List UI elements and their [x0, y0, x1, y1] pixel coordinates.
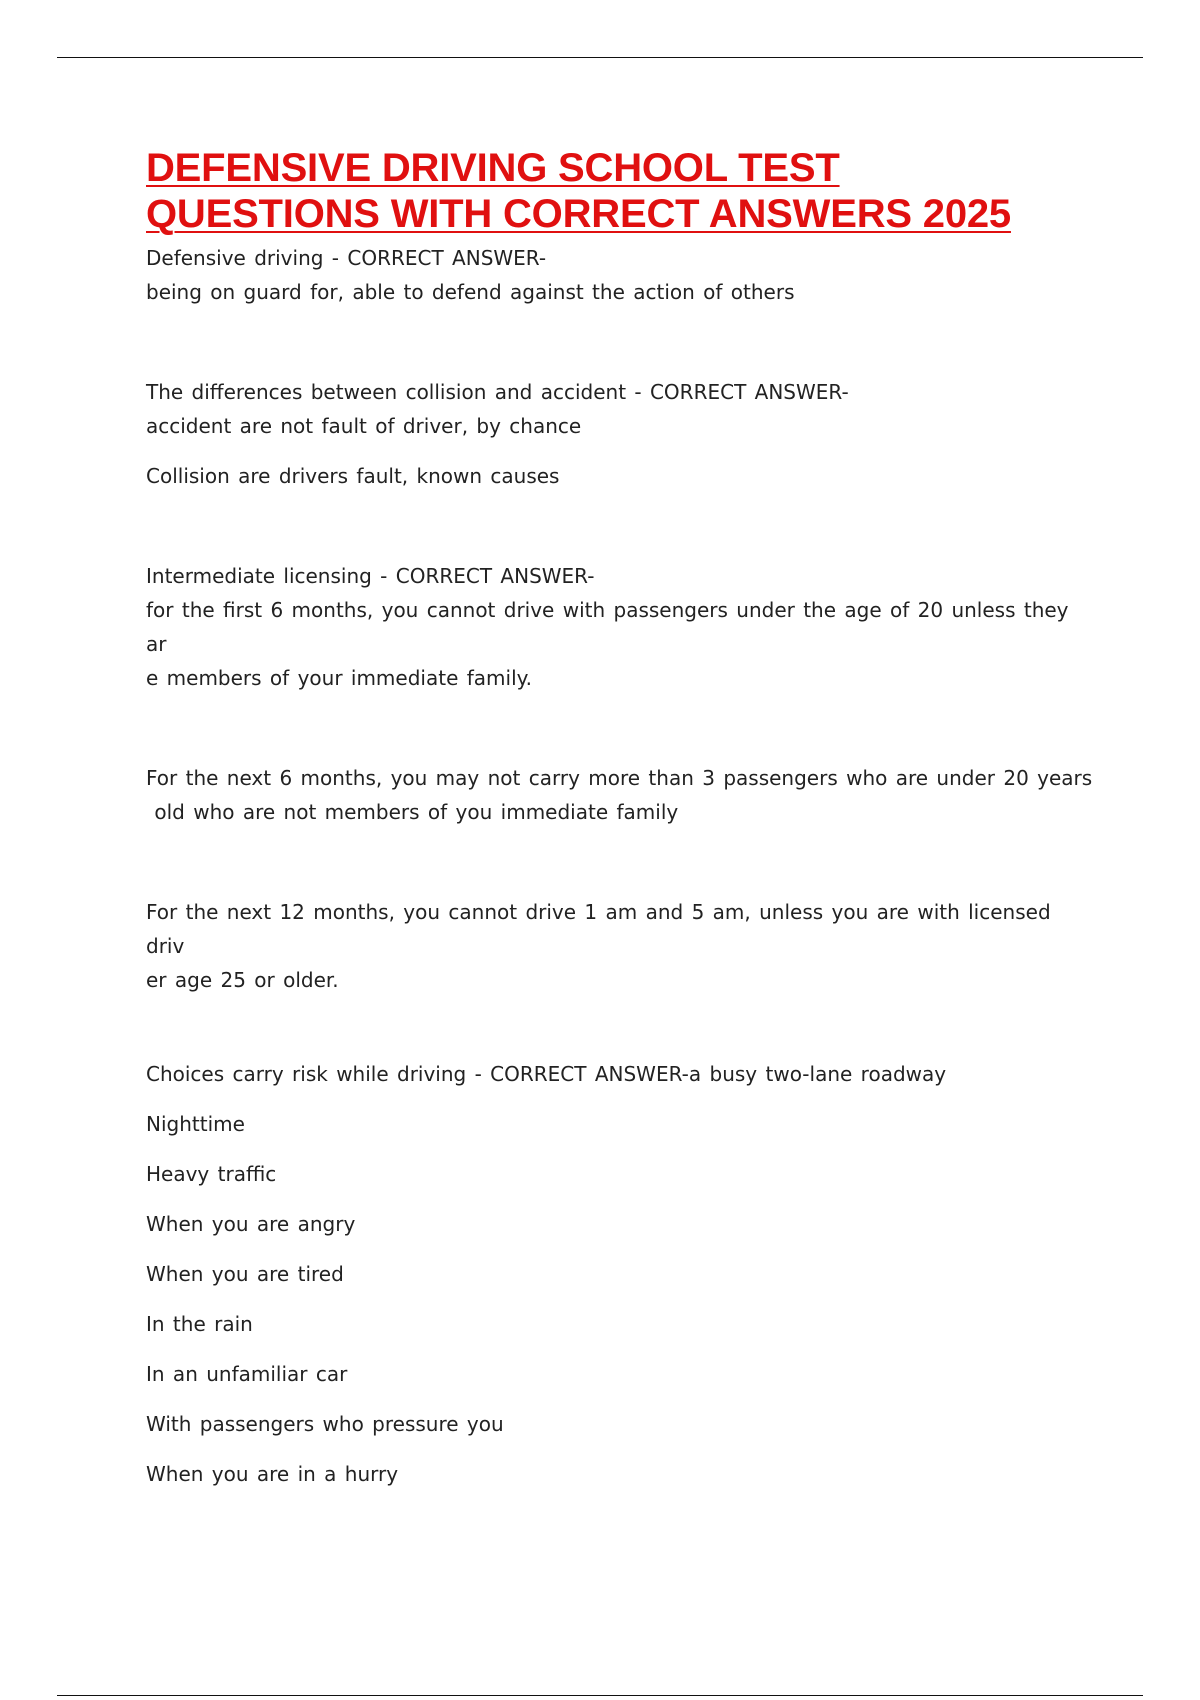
- answer-text: For the next 6 months, you may not carry more than 3 passengers who are under 20 years: [146, 766, 1093, 790]
- question-text: Defensive driving - CORRECT ANSWER-: [146, 246, 547, 270]
- answer-text: for the first 6 months, you cannot drive with passengers under the age of 20 unless they ar: [146, 598, 1077, 656]
- list-item: With passengers who pressure you: [146, 1412, 504, 1436]
- question-text: Choices carry risk while driving - CORRECT ANSWER-a busy two-lane roadway: [146, 1062, 947, 1086]
- document-title: [146, 145, 1096, 237]
- top-rule: [57, 57, 1143, 58]
- answer-text: old who are not members of you immediate family: [146, 800, 679, 824]
- qa-block-3: [146, 559, 1096, 997]
- list-item: Nighttime: [146, 1112, 245, 1136]
- title-line-2: QUESTIONS WITH CORRECT ANSWERS 2025: [146, 192, 1011, 236]
- list-item: Heavy traffic: [146, 1162, 277, 1186]
- answer-text: accident are not fault of driver, by chance: [146, 414, 582, 438]
- list-item: When you are angry: [146, 1212, 356, 1236]
- answer-text: For the next 12 months, you cannot drive 1 am and 5 am, unless you are with licensed driv: [146, 900, 1059, 958]
- qa-block-4: [146, 1057, 1096, 1491]
- answer-text: e members of your immediate family.: [146, 666, 532, 690]
- title-line-1: DEFENSIVE DRIVING SCHOOL TEST: [146, 146, 840, 190]
- qa-block-1: [146, 241, 1096, 309]
- answer-text: being on guard for, able to defend against the action of others: [146, 280, 795, 304]
- question-text: The differences between collision and accident - CORRECT ANSWER-: [146, 380, 849, 404]
- list-item: When you are tired: [146, 1262, 344, 1286]
- list-item: In an unfamiliar car: [146, 1362, 348, 1386]
- bottom-rule: [57, 1695, 1143, 1696]
- answer-text: er age 25 or older.: [146, 968, 339, 992]
- document-body: [146, 145, 1096, 1491]
- qa-block-2: [146, 375, 1096, 493]
- answer-text: Collision are drivers fault, known causes: [146, 464, 560, 488]
- list-item: When you are in a hurry: [146, 1462, 399, 1486]
- question-text: Intermediate licensing - CORRECT ANSWER-: [146, 564, 595, 588]
- list-item: In the rain: [146, 1312, 253, 1336]
